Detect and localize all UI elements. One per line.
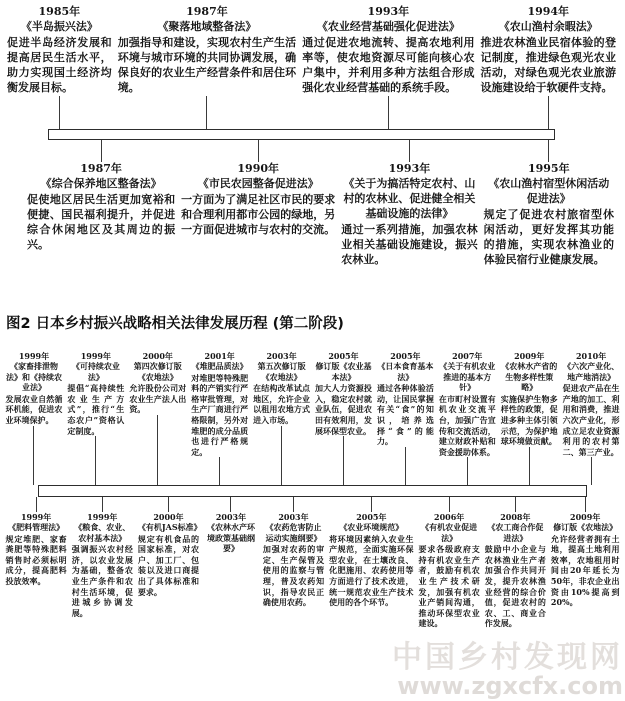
timeline-entry <box>416 497 482 629</box>
entry-description: 一方面为了满足社区市民的要求和合理利用都市公园的绿地，另一方面促进城市与农村的交流。 <box>181 192 336 236</box>
entry-description: 加强对农药的审定、生产保管及使用的监察与管理，普及农药知识，指导农民正确使用农药。 <box>262 544 325 608</box>
entry-description: 允许经营者拥有土地，提高土地利用效率，农地租用时间由20年延长为50年，非农企业出资由10%提高到20%。 <box>550 533 620 608</box>
connector-line <box>206 96 207 129</box>
entry-year: 1995年 <box>527 162 570 175</box>
entry-description: 提倡“高持续性农业生产方式”，推行“生态农户”资格认定制度。 <box>67 383 125 436</box>
connector-line <box>59 96 60 129</box>
law-entry <box>341 162 477 268</box>
law-entry <box>118 5 297 96</box>
connector-line <box>33 426 34 485</box>
timeline1-axis-bar <box>48 129 555 140</box>
timeline1-top-row <box>0 0 625 129</box>
entry-year: 1990年 <box>237 162 280 175</box>
entry-year: 1999年 <box>18 350 50 361</box>
law-entry <box>204 512 258 555</box>
entry-year: 2003年 <box>278 511 309 522</box>
entry-year: 2010年 <box>575 350 607 361</box>
timeline-entry <box>65 351 127 485</box>
timeline-figure-stage1 <box>0 0 625 268</box>
law-entry <box>67 351 124 436</box>
law-entry <box>263 512 324 608</box>
timeline-figure-stage2 <box>0 349 625 629</box>
entry-description: 实施保护生物多样性的政策，促进多种主体引领示范，为保护地球环境做贡献。 <box>500 393 558 447</box>
timeline-entry <box>24 140 178 268</box>
law-entry <box>129 351 186 415</box>
watermark-site-name: 中国乡村发现网 <box>392 640 623 676</box>
entry-year: 1987年 <box>80 162 122 175</box>
entry-year: 1987年 <box>186 5 228 18</box>
timeline2-top-row <box>0 349 625 485</box>
entry-description: 促进半岛经济发展和提高居民生活水平，助力实现国土经济均衡发展目标。 <box>7 35 112 94</box>
entry-law-title: 《农业经营基础强化促进法》 <box>316 19 460 33</box>
timeline-entry <box>299 5 477 129</box>
entry-law-title: 《粮食、农业、农村基本法》 <box>74 522 131 543</box>
entry-description: 促进农产品在生产地的加工、利用和消费，推进六次产业化，形成立足农业资源利用的农村第二、第三产业。 <box>562 383 620 457</box>
timeline-entry <box>327 497 416 629</box>
entry-law-title: 第四次修订版《农地法》 <box>133 361 182 382</box>
connector-line <box>168 497 169 512</box>
entry-year: 1999年 <box>20 511 52 522</box>
entry-description: 加强指导和建设，实现农村生产生活环境与城市环境的共同协调发展，确保良好的农业生产经营条件和居住环境。 <box>117 35 297 94</box>
entry-law-title: 修订版《农业基本法》 <box>315 361 372 382</box>
connector-line <box>388 96 389 129</box>
timeline-entry <box>560 351 622 485</box>
entry-description: 将环境因素纳入农业生产规范，全面实施环保型农业，在土壤改良、化肥施用、农药使用等方面进行了技术改进，统一规范农业生产技术使用的各个环节。 <box>329 533 414 608</box>
timeline-entry <box>3 351 65 485</box>
entry-law-title: 《有机JAS标准》 <box>137 522 202 533</box>
entry-law-title: 《市民农园整备促进法》 <box>197 176 319 190</box>
law-entry <box>315 351 372 436</box>
connector-line <box>219 457 220 485</box>
connector-line <box>467 457 468 485</box>
law-entry <box>27 162 175 253</box>
entry-description: 强调振兴农村经济，以农业发展为基础，整备农业生产条件和农村生活环境，促进城乡协调发展。 <box>71 544 133 618</box>
connector-line <box>405 447 406 485</box>
law-entry <box>439 351 496 457</box>
connector-line <box>591 457 592 485</box>
entry-description: 发展农业自然循环机能，促进农业环境保护。 <box>5 393 63 425</box>
entry-description: 通过一系列措施，加强农林业相关基础设施建设，振兴农林业。 <box>341 222 478 266</box>
connector-line <box>409 140 410 162</box>
entry-law-title: 《聚落地域整备法》 <box>157 19 257 33</box>
entry-law-title: 《半岛振兴法》 <box>20 19 98 33</box>
timeline-entry <box>482 497 548 629</box>
law-entry <box>484 162 614 268</box>
connector-line <box>36 497 37 512</box>
connector-line <box>548 96 549 129</box>
entry-year: 2005年 <box>328 350 359 361</box>
timeline-entry <box>436 351 498 485</box>
law-entry <box>191 351 248 457</box>
timeline-entry <box>313 351 375 485</box>
entry-description: 加大人力资源投入，稳定农村就业队伍，促进农田有效利用，发展环保型农业。 <box>315 383 372 436</box>
entry-description: 规定有机食品的国家标准，对农户、加工厂、包装以及进口商提出了具体标准和要求。 <box>137 533 200 597</box>
entry-description: 在结构改革试点地区，允许企业以租用农地方式进入市场。 <box>253 383 311 425</box>
connector-line <box>102 497 103 512</box>
timeline-entry <box>3 497 69 629</box>
entry-description: 对堆肥等特殊肥料的产销实行严格审批管理，对生产厂商进行严格限制，另外对堆肥的成分品质也进行严格规定。 <box>191 372 249 457</box>
connector-line <box>585 497 586 512</box>
entry-year: 2003年 <box>215 511 247 522</box>
law-entry <box>419 512 480 629</box>
entry-year: 2003年 <box>266 350 297 361</box>
law-entry <box>181 162 335 238</box>
entry-description: 促使地区居民生活更加宽裕和便捷、国民福利提升，并促进综合休闲地区及其周边的振兴。 <box>27 192 176 251</box>
entry-year: 1993年 <box>367 5 410 18</box>
entry-law-title: 《关于有机农业推进的基本方针》 <box>439 361 496 393</box>
entry-year: 2008年 <box>500 511 531 522</box>
connector-line <box>515 497 516 512</box>
timeline-entry <box>548 497 622 629</box>
timeline-entry <box>260 497 326 629</box>
law-entry <box>481 5 616 96</box>
timeline-entry <box>481 140 617 268</box>
entry-year: 2001年 <box>204 350 235 361</box>
law-entry <box>563 351 620 457</box>
entry-law-title: 《农林水产环境政策基础纲要》 <box>206 522 255 554</box>
timeline-entry <box>178 140 338 268</box>
connector-line <box>343 436 344 485</box>
timeline-entry <box>135 497 201 629</box>
entry-law-title: 《肥料管理法》 <box>8 522 65 533</box>
entry-law-title: 《农工商合作促进法》 <box>487 522 544 543</box>
entry-law-title: 《农山渔村宿型休闲活动促进法》 <box>488 176 610 205</box>
entry-year: 2005年 <box>356 511 387 522</box>
timeline2-bottom-row <box>0 497 625 629</box>
timeline1-bottom-row <box>0 140 625 268</box>
law-entry <box>137 511 202 597</box>
connector-line <box>101 140 102 162</box>
law-entry <box>72 512 133 618</box>
entry-law-title: 《农业环境规范》 <box>339 522 404 533</box>
entry-law-title: 第五次修订版《农地法》 <box>257 361 306 382</box>
connector-line <box>293 497 294 512</box>
entry-law-title: 《农山渔村余暇法》 <box>498 19 598 33</box>
connector-line <box>281 426 282 485</box>
connector-line <box>449 497 450 512</box>
timeline-entry <box>251 351 313 485</box>
law-entry <box>302 5 474 96</box>
connector-line <box>548 140 549 162</box>
law-entry <box>485 512 546 629</box>
entry-law-title: 《堆肥品质法》 <box>191 361 248 372</box>
timeline2-axis-bar <box>38 485 587 497</box>
connector-line <box>529 447 530 485</box>
entry-law-title: 《农药危害防止运动实施纲要》 <box>265 522 322 543</box>
timeline-entry <box>202 497 261 629</box>
connector-line <box>95 436 96 485</box>
entry-description: 允许股份公司对农业生产法人出资。 <box>129 383 187 415</box>
entry-year: 1994年 <box>527 5 570 18</box>
entry-year: 1999年 <box>87 511 118 522</box>
entry-law-title: 修订版《农地法》 <box>553 522 618 533</box>
entry-law-title: 《关于为搞活特定农村、山村的农林业、促进健全相关基础设施的法律》 <box>343 176 476 220</box>
entry-description: 通过各种体验活动，让国民掌握有关“食”的知识，培养选择“食”的能力。 <box>376 383 434 447</box>
timeline-entry <box>189 351 251 485</box>
entry-description: 规定堆肥、家畜粪肥等特殊肥料销售时必须标明成分，提高肥料投放效率。 <box>5 533 67 586</box>
entry-year: 2000年 <box>142 350 173 361</box>
entry-year: 2009年 <box>514 350 545 361</box>
entry-law-title: 《家畜排泄物法》和《持续农业法》 <box>5 361 62 393</box>
entry-law-title: 《农林水产省的生物多样性策略》 <box>501 361 558 393</box>
timeline-entry <box>374 351 436 485</box>
connector-line <box>258 140 259 162</box>
timeline-entry <box>115 5 300 129</box>
entry-year: 2005年 <box>390 350 421 361</box>
figure-caption: 图2 日本乡村振兴战略相关法律发展历程 (第二阶段) <box>6 315 344 332</box>
entry-year: 2009年 <box>570 511 601 522</box>
entry-description: 在市町村设置有机农业交流平台，加强广告宣传和交流活动，建立财政补贴和资金援助体系。 <box>438 393 496 457</box>
entry-law-title: 《综合保养地区整备法》 <box>40 176 162 190</box>
entry-year: 1985年 <box>38 5 81 18</box>
entry-description: 通过促进农地流转、提高农地利用率等，使农地资源尽可能向核心农户集中，并利用多种方法组合形成强化农业经营基础的系统手段。 <box>302 35 475 94</box>
entry-description: 推进农林渔业民宿体验的登记制度，推进绿色观光农业活动，对绿色观光农业旅游设施建设给于软硬件支持。 <box>480 35 616 94</box>
entry-year: 1993年 <box>388 162 431 175</box>
law-entry <box>253 351 310 426</box>
law-entry <box>551 512 620 608</box>
entry-year: 2000年 <box>153 511 184 522</box>
entry-description: 鼓励中小企业与农林渔业生产者加强合作共同开发，提升农林渔业经营的综合价值，促进农村的农、工、商业合作发展。 <box>484 544 546 629</box>
entry-year: 2007年 <box>452 350 483 361</box>
timeline-entry <box>69 497 135 629</box>
entry-law-title: 《六次产业化、地产地消法》 <box>563 361 620 382</box>
law-entry <box>501 351 558 447</box>
entry-law-title: 《可持续农业法》 <box>71 361 120 382</box>
connector-line <box>230 497 231 512</box>
law-entry <box>6 512 67 587</box>
entry-law-title: 《日本食育基本法》 <box>377 361 434 382</box>
watermark <box>392 642 623 699</box>
timeline-entry <box>478 5 619 129</box>
timeline-entry <box>338 140 480 268</box>
connector-line <box>371 497 372 512</box>
law-entry <box>6 351 63 426</box>
entry-law-title: 《有机农业促进法》 <box>421 522 478 543</box>
connector-line <box>157 415 158 485</box>
law-entry <box>329 512 413 608</box>
entry-description: 要求各级政府支持有机农业生产者，鼓励有机农业生产技术研发，加强有机农业产销间沟通，推动环保型农业建设。 <box>418 544 480 629</box>
entry-description: 规定了促进农村旅宿型休闲活动，更好发挥其功能的措施，实现农林渔业的体验民宿行业健康发展。 <box>483 207 614 266</box>
entry-year: 2006年 <box>434 511 465 522</box>
timeline-entry <box>4 5 115 129</box>
timeline-entry <box>127 351 189 485</box>
timeline-entry <box>498 351 560 485</box>
law-entry <box>377 351 434 447</box>
law-entry <box>7 5 112 96</box>
entry-year: 1999年 <box>80 350 111 361</box>
watermark-url: www.zgxcfx.com <box>397 671 623 700</box>
